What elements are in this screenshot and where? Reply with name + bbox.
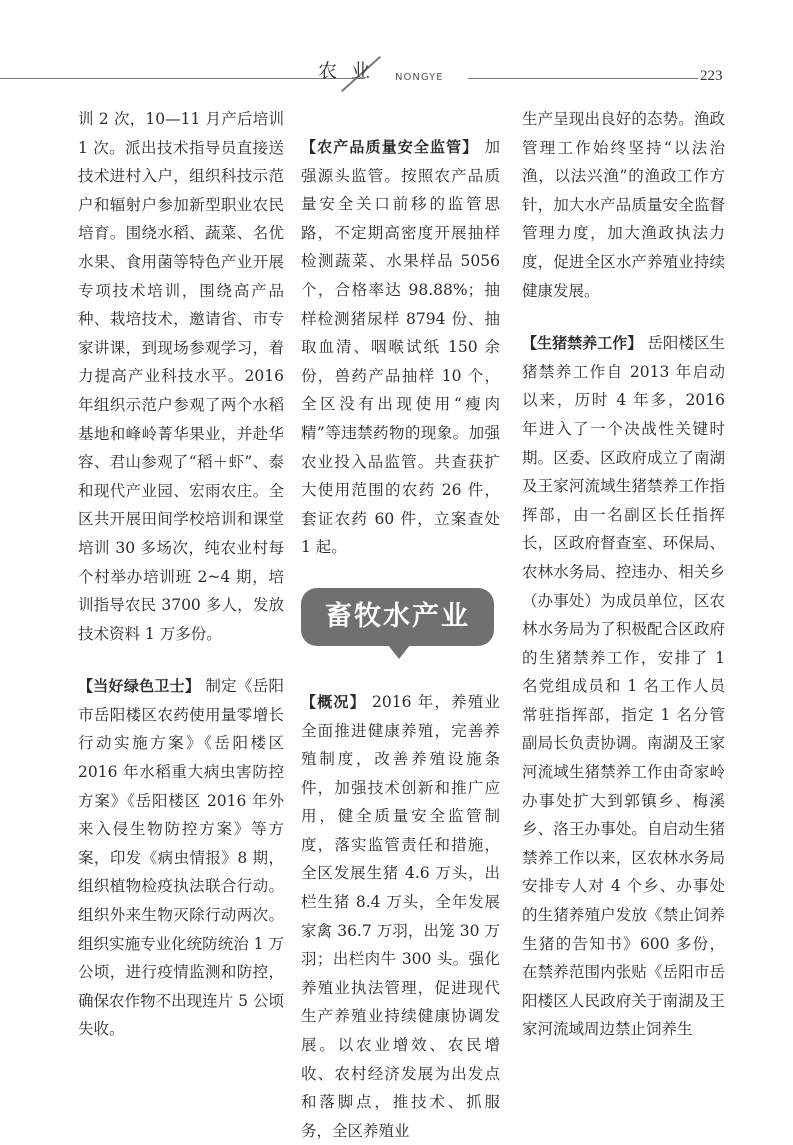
column-2 (301, 105, 500, 1145)
column-3 (522, 105, 725, 1044)
paragraph-body: 2016 年，养殖业全面推进健康养殖，完善养殖制度，改善养殖设施条件，加强技术创新和推广应用，健全质量安全监管制度，落实监管责任和措施，全区发展生猪 4.6 万头，出栏生猪 8.4 万头，全年发展家禽 36.7 万羽，出笼 30 万羽；出栏肉牛 300 头。强化养殖业执法管理，促进现代生产养殖业持续健康协调发展。以农业增效、农民增收、农村经济发展为出发点和落脚点，推技术、抓服务，全区养殖业 (301, 692, 500, 1140)
paragraph: 生产呈现出良好的态势。渔政管理工作始终坚持“以法治渔，以法兴渔”的渔政工作方针，加大水产品质量安全监督管理力度，加大渔政执法力度，促进全区水产养殖业持续健康发展。 (522, 110, 725, 300)
paragraph (78, 672, 284, 1044)
paragraph (301, 688, 500, 1145)
column-1 (78, 105, 284, 1044)
banner-pointer (388, 645, 410, 659)
page-number: 223 (700, 68, 723, 84)
section-heading: 【当好绿色卫士】 (78, 677, 201, 696)
paragraph-body: 加强源头监管。按照农产品质量安全关口前移的监管思路，不定期高密度开展抽样检测蔬菜、水果样品 5056 个，合格率达 98.88%；抽样检测猪尿样 8794 份、抽取血清、咽喉试纸 150 余份，兽药产品抽样 10 个，全区没有出现使用“瘦肉精”等违禁药物的现象。加强农业投入品监管。共查获扩大使用范围的农药 26 件，套证农药 60 件，立案查处 1 起。 (301, 138, 500, 557)
paragraph: 训 2 次，10—11 月产后培训 1 次。派出技术指导员直接送技术进村入户，组织科技示范户和辐射户参加新型职业农民培育。围绕水稻、蔬菜、名优水果、食用菌等特色产业开展专项技术培训，围绕高产品种、栽培技术，邀请省、市专家讲课，到现场参观学习，着力提高产业科技水平。2016 年组织示范户参观了两个水稻基地和峰岭菁华果业，并赴华容、君山参观了“稻＋虾”、泰和现代产业园、宏雨农庄。全区共开展田间学校培训和课堂培训 30 多场次，纯农业村每个村举办培训班 2~4 期，培训指导农民 3700 多人，发放技术资料 1 万多份。 (78, 110, 284, 643)
paragraph-body: 岳阳楼区生猪禁养工作自 2013 年启动以来，历时 4 年多，2016 年进入了一个决战性关键时期。区委、区政府成立了南湖及王家河流域生猪禁养工作指挥部，由一名副区长任指挥长，区政府督查室、环保局、农林水务局、控违办、相关乡（办事处）为成员单位，区农林水务局为了积极配合区政府的生猪禁养工作，安排了 1 名党组成员和 1 名工作人员常驻指挥部，指定 1 名分管副局长负责协调。南湖及王家河流域生猪禁养工作由奇家岭办事处扩大到郭镇乡、梅溪乡、洛王办事处。自启动生猪禁养工作以来，区农林水务局安排专人对 4 个乡、办事处的生猪养殖户发放《禁止饲养生猪的告知书》600 多份，在禁养范围内张贴《岳阳市岳阳楼区人民政府关于南湖及王家河流域周边禁止饲养生 (522, 334, 725, 1039)
section-heading: 【生猪禁养工作】 (522, 334, 643, 353)
page-header (0, 0, 793, 100)
header-rule-left (0, 78, 365, 79)
section-heading: 【农产品质量安全监管】 (301, 138, 479, 156)
section-title: 农 业 (318, 60, 375, 82)
section-banner (301, 588, 500, 684)
paragraph (301, 133, 500, 562)
section-subtitle: NONGYE (395, 72, 444, 83)
banner-title: 畜牧水产业 (301, 588, 494, 646)
paragraph-body: 制定《岳阳市岳阳楼区农药使用量零增长行动实施方案》《岳阳楼区 2016 年水稻重大病虫害防控方案》《岳阳楼区 2016 年外来入侵生物防控方案》等方案，印发《病虫情报》8 期，组织植物检疫执法联合行动。组织外来生物灭除行动两次。组织实施专业化统防统治 1 万公顷，进行疫情监测和防控，确保农作物不出现连片 5 公顷失收。 (78, 677, 284, 1039)
header-rule-right (468, 78, 698, 79)
section-heading: 【概况】 (301, 692, 366, 711)
paragraph (522, 329, 725, 1044)
